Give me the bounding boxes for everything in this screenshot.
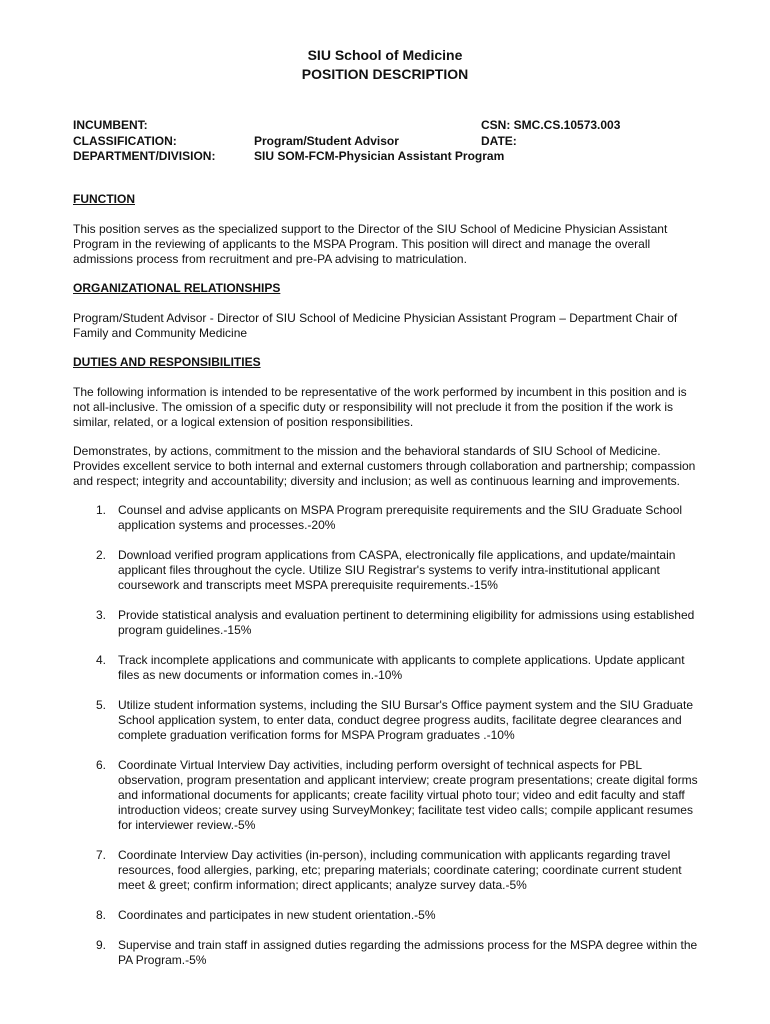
- list-item-text: Provide statistical analysis and evaluation pertinent to determining eligibility for admissions using established program guidelines.-15%: [118, 608, 695, 637]
- list-item-number: 3.: [96, 608, 107, 622]
- list-item-text: Coordinates and participates in new student orientation.-5%: [118, 908, 436, 922]
- department-value: SIU SOM-FCM-Physician Assistant Program: [254, 149, 505, 163]
- org-heading: ORGANIZATIONAL RELATIONSHIPS: [73, 281, 281, 295]
- list-item-text: Coordinate Virtual Interview Day activities, including perform oversight of technical aspects for PBL observation, program presentation and applicant interview; create program presentations; create digital forms and informational documents for applicants; create facility virtual photo tour; video and edit faculty and staff introduction videos; create survey using SurveyMonkey; facilitate test video calls; compile applicant resumes for interviewer review.-5%: [118, 758, 698, 832]
- list-item-text: Counsel and advise applicants on MSPA Program prerequisite requirements and the SIU Graduate School application systems and processes.-20%: [118, 503, 683, 532]
- list-item-number: 8.: [96, 908, 107, 922]
- list-item-text: Supervise and train staff in assigned duties regarding the admissions process for the MSPA degree within the PA Program.-5%: [118, 938, 698, 967]
- duties-intro-2: Demonstrates, by actions, commitment to the mission and the behavioral standards of SIU School of Medicine. Provides excellent service to both internal and external customers through collaboration and partnership; compassion and respect; integrity and accountability; diversity and inclusion; as well as continuous learning and improvements.: [73, 444, 696, 488]
- list-item: [73, 758, 705, 833]
- list-item-text: Utilize student information systems, including the SIU Bursar's Office payment system and the SIU Graduate School application system, to enter data, conduct degree progress audits, facilitate degree clearances and complete graduation verification forms for MSPA Program graduates .-10%: [118, 698, 693, 742]
- incumbent-label: INCUMBENT:: [73, 118, 148, 132]
- list-item-number: 6.: [96, 758, 107, 772]
- classification-value: Program/Student Advisor: [254, 133, 399, 148]
- classification-label: CLASSIFICATION:: [73, 133, 177, 148]
- duties-intro-1: The following information is intended to be representative of the work performed by incumbent in this position and is not all-inclusive. The omission of a specific duty or responsibility will not preclude it from the position if the work is similar, related, or a logical extension of position responsibilities.: [73, 385, 687, 429]
- document-title: POSITION DESCRIPTION: [301, 66, 469, 82]
- list-item: [73, 938, 705, 968]
- list-item-number: 4.: [96, 653, 107, 667]
- document-body: [73, 192, 705, 983]
- list-item: [73, 698, 705, 743]
- position-meta: [73, 118, 643, 165]
- list-item: [73, 848, 705, 893]
- list-item-number: 2.: [96, 548, 107, 562]
- document-header: [0, 46, 770, 84]
- list-item-number: 9.: [96, 938, 107, 952]
- school-name: SIU School of Medicine: [307, 47, 463, 63]
- function-text: This position serves as the specialized support to the Director of the SIU School of Medicine Physician Assistant Program in the reviewing of applicants to the MSPA Program. This position will direct and manage the overall admissions process from recruitment and pre-PA advising to matriculation.: [73, 222, 668, 266]
- duties-heading: DUTIES AND RESPONSIBILITIES: [73, 355, 261, 369]
- list-item: [73, 908, 705, 923]
- function-heading: FUNCTION: [73, 192, 135, 206]
- department-label: DEPARTMENT/DIVISION:: [73, 149, 216, 163]
- list-item: [73, 503, 705, 533]
- list-item: [73, 608, 705, 638]
- list-item-text: Download verified program applications from CASPA, electronically file applications, and update/maintain applicant files throughout the cycle. Utilize SIU Registrar's systems to verify intra-institutional applicant coursework and transcripts meet MSPA prerequisite requirements.-15%: [118, 548, 676, 592]
- list-item: [73, 548, 705, 593]
- csn-value: CSN: SMC.CS.10573.003: [481, 118, 621, 132]
- list-item-text: Coordinate Interview Day activities (in-person), including communication with applicants regarding travel resources, food allergies, parking, etc; preparing materials; coordinate catering; coordinate current student meet & greet; confirm information; direct applicants; analyze survey data.-5%: [118, 848, 682, 892]
- org-text: Program/Student Advisor - Director of SIU School of Medicine Physician Assistant Program – Department Chair of Family and Community Medicine: [73, 311, 678, 340]
- duties-list: [73, 503, 705, 968]
- list-item-number: 7.: [96, 848, 107, 862]
- list-item: [73, 653, 705, 683]
- list-item-text: Track incomplete applications and communicate with applicants to complete applications. Update applicant files as new documents or information comes in.-10%: [118, 653, 685, 682]
- list-item-number: 1.: [96, 503, 107, 517]
- list-item-number: 5.: [96, 698, 107, 712]
- date-label: DATE:: [481, 133, 517, 148]
